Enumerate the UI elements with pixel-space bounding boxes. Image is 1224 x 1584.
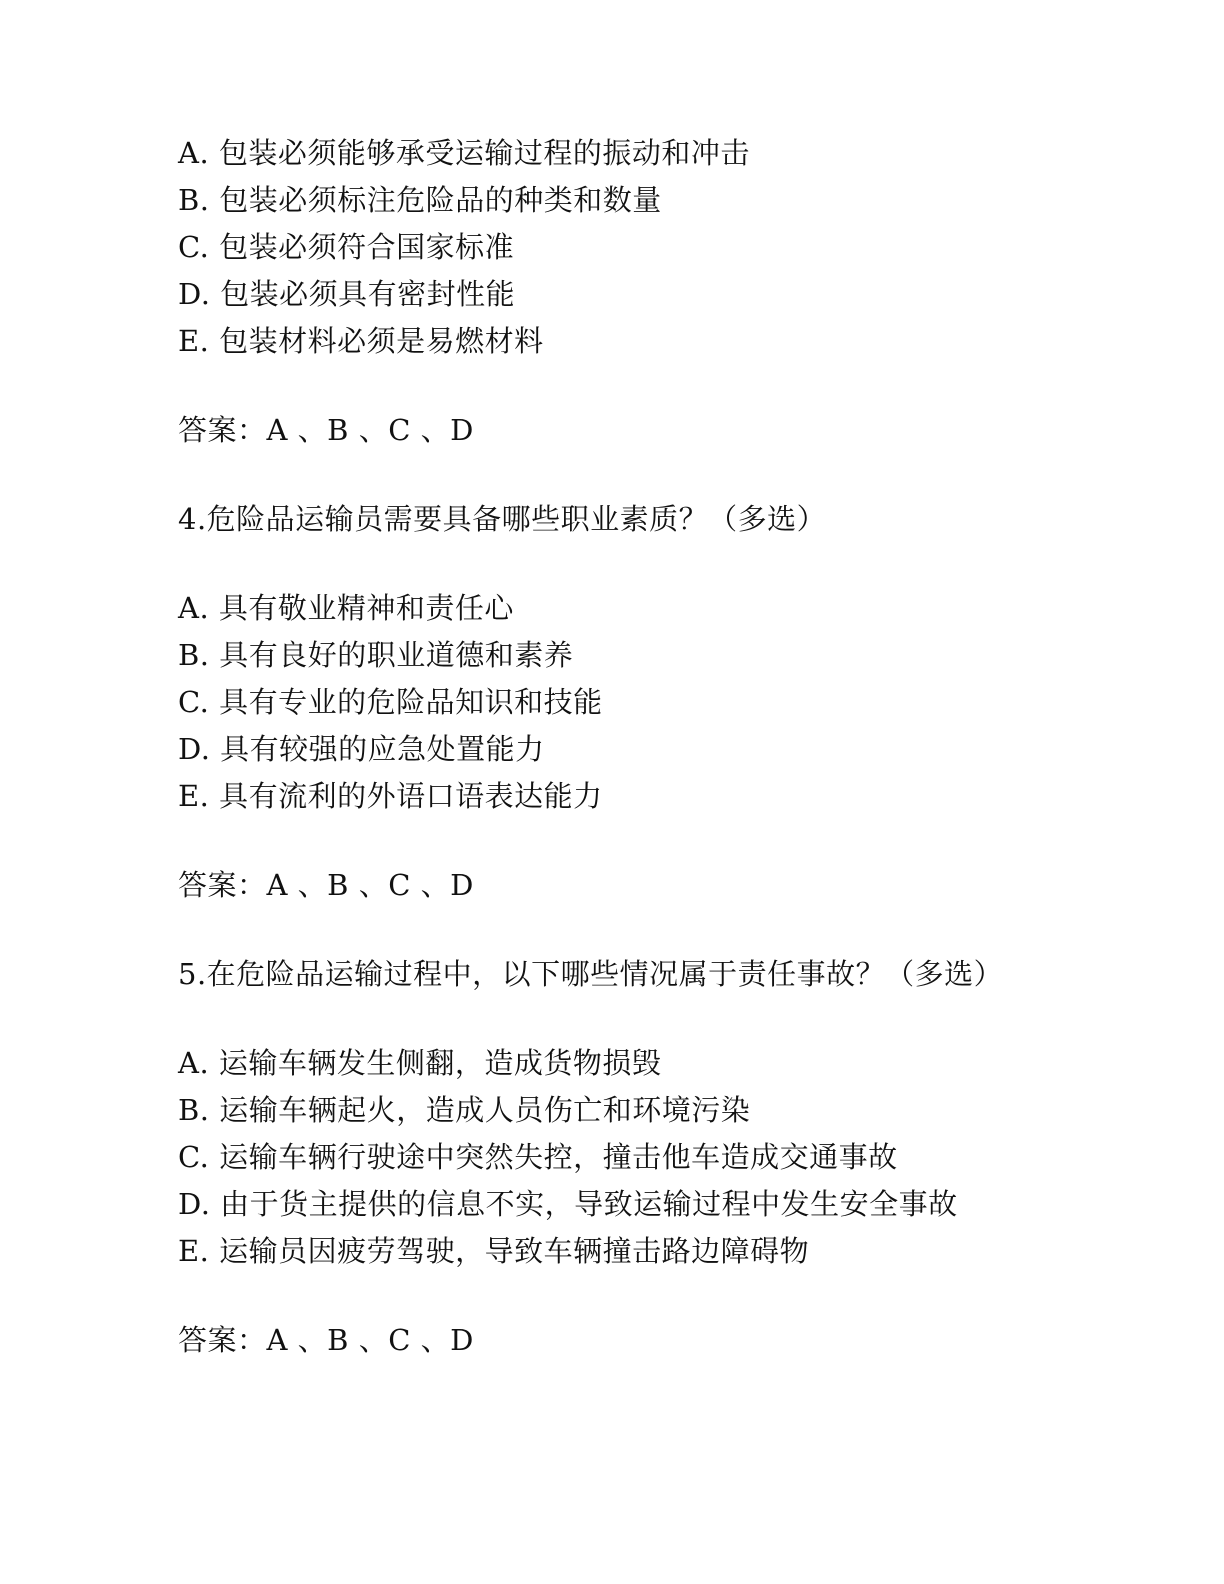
q4-option-d: D. 具有较强的应急处置能力 bbox=[178, 732, 545, 766]
q5-option-e: E. 运输员因疲劳驾驶，导致车辆撞击路边障碍物 bbox=[178, 1234, 810, 1268]
spacer bbox=[178, 454, 1078, 496]
q5-option-a: A. 运输车辆发生侧翻，造成货物损毁 bbox=[178, 1046, 662, 1080]
q5-option-b: B. 运输车辆起火，造成人员伤亡和环境污染 bbox=[178, 1093, 751, 1127]
q4-option-b: B. 具有良好的职业道德和素养 bbox=[178, 638, 574, 672]
q3-option-a: A. 包装必须能够承受运输过程的振动和冲击 bbox=[178, 136, 750, 170]
spacer bbox=[178, 543, 1078, 585]
q5-question: 5.在危险品运输过程中，以下哪些情况属于责任事故？（多选） bbox=[178, 957, 1004, 991]
q3-option-e: E. 包装材料必须是易燃材料 bbox=[178, 324, 544, 358]
q3-option-d: D. 包装必须具有密封性能 bbox=[178, 277, 516, 311]
q5-answer: 答案：A 、B 、C 、D bbox=[178, 1323, 474, 1357]
spacer bbox=[178, 365, 1078, 407]
spacer bbox=[178, 909, 1078, 951]
spacer bbox=[178, 820, 1078, 862]
q5-option-c: C. 运输车辆行驶途中突然失控，撞击他车造成交通事故 bbox=[178, 1140, 898, 1174]
q4-answer: 答案：A 、B 、C 、D bbox=[178, 868, 474, 902]
q4-option-e: E. 具有流利的外语口语表达能力 bbox=[178, 779, 603, 813]
q3-option-b: B. 包装必须标注危险品的种类和数量 bbox=[178, 183, 662, 217]
document-content bbox=[178, 130, 1078, 1364]
q3-answer: 答案：A 、B 、C 、D bbox=[178, 413, 474, 447]
q4-question: 4.危险品运输员需要具备哪些职业素质？（多选） bbox=[178, 502, 827, 536]
spacer bbox=[178, 1275, 1078, 1317]
q3-option-c: C. 包装必须符合国家标准 bbox=[178, 230, 515, 264]
q4-option-a: A. 具有敬业精神和责任心 bbox=[178, 591, 514, 625]
q4-option-c: C. 具有专业的危险品知识和技能 bbox=[178, 685, 603, 719]
q5-option-d: D. 由于货主提供的信息不实，导致运输过程中发生安全事故 bbox=[178, 1187, 958, 1221]
spacer bbox=[178, 998, 1078, 1040]
